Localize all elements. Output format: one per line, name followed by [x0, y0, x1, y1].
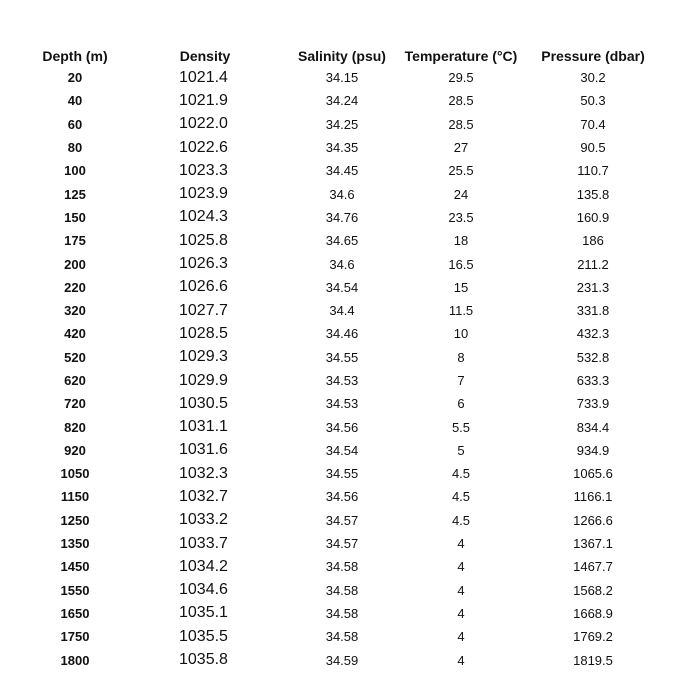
table-row: [28, 392, 660, 415]
cell-pressure: 1266.6: [573, 512, 613, 528]
table-header: [28, 46, 660, 66]
cell-temperature: 29.5: [448, 70, 474, 86]
cell-temperature: 4.5: [451, 466, 471, 482]
table-row: [28, 485, 660, 508]
cell-temperature: 11.5: [448, 303, 474, 319]
table-row: [28, 462, 660, 485]
cell-temperature: 8: [457, 349, 465, 365]
cell-density: 1023.3: [179, 161, 228, 179]
cell-salinity: 34.53: [325, 396, 359, 412]
cell-depth: 200: [64, 256, 86, 272]
cell-depth: 520: [64, 349, 86, 365]
cell-pressure: 50.3: [580, 93, 606, 109]
cell-density: 1029.9: [179, 371, 228, 389]
cell-pressure: 211.2: [577, 256, 609, 272]
cell-pressure: 135.8: [576, 186, 610, 202]
cell-temperature: 4: [457, 605, 465, 621]
header-temperature: Temperature (°C): [404, 48, 518, 64]
cell-pressure: 934.9: [576, 442, 610, 458]
cell-depth: 80: [67, 140, 83, 156]
cell-pressure: 1769.2: [573, 629, 613, 645]
cell-density: 1025.8: [179, 231, 228, 249]
table-row: [28, 229, 660, 252]
cell-pressure: 733.9: [576, 396, 610, 412]
cell-depth: 60: [67, 116, 83, 132]
table-row: [28, 602, 660, 625]
cell-density: 1022.0: [179, 115, 228, 133]
table-row: [28, 159, 660, 182]
table-row: [28, 439, 660, 462]
table-row: [28, 532, 660, 555]
cell-temperature: 18: [453, 233, 469, 249]
table-row: [28, 509, 660, 532]
table-row: [28, 206, 660, 229]
cell-pressure: 90.5: [580, 140, 606, 156]
cell-density: 1021.4: [179, 68, 228, 86]
cell-pressure: 70.4: [580, 116, 606, 132]
cell-depth: 1650: [60, 605, 90, 621]
table-row: [28, 579, 660, 602]
cell-salinity: 34.59: [325, 652, 359, 668]
cell-density: 1029.3: [179, 348, 228, 366]
cell-salinity: 34.46: [325, 326, 359, 342]
cell-density: 1035.1: [179, 604, 228, 622]
table-row: [28, 625, 660, 648]
cell-density: 1030.5: [179, 394, 228, 412]
cell-depth: 320: [64, 303, 86, 319]
cell-salinity: 34.6: [329, 256, 355, 272]
table-row: [28, 322, 660, 345]
cell-temperature: 16.5: [448, 256, 474, 272]
cell-salinity: 34.57: [325, 536, 359, 552]
cell-salinity: 34.58: [325, 582, 359, 598]
cell-density: 1026.6: [179, 278, 228, 296]
cell-temperature: 23.5: [448, 209, 474, 225]
cell-pressure: 633.3: [576, 373, 610, 388]
header-row: [28, 46, 660, 66]
cell-depth: 1750: [60, 629, 90, 645]
cell-salinity: 34.35: [325, 140, 359, 156]
header-depth: Depth (m): [42, 48, 108, 64]
cell-pressure: 1367.1: [573, 536, 613, 552]
cell-density: 1023.9: [179, 185, 228, 203]
cell-depth: 125: [64, 186, 86, 202]
cell-temperature: 10: [453, 326, 469, 342]
cell-depth: 150: [64, 209, 86, 225]
cell-pressure: 1065.6: [573, 466, 613, 482]
cell-depth: 1150: [60, 489, 90, 505]
cell-pressure: 1467.7: [573, 559, 613, 575]
cell-depth: 420: [64, 326, 86, 342]
cell-density: 1031.1: [179, 418, 228, 436]
cell-salinity: 34.76: [325, 209, 359, 225]
cell-salinity: 34.54: [325, 442, 359, 458]
cell-pressure: 432.3: [576, 326, 610, 342]
cell-salinity: 34.56: [325, 489, 359, 505]
cell-pressure: 1668.9: [573, 605, 613, 621]
cell-density: 1032.3: [179, 464, 228, 482]
cell-salinity: 34.24: [325, 93, 359, 109]
cell-temperature: 4: [457, 536, 465, 552]
cell-salinity: 34.58: [325, 629, 359, 645]
table-row: [28, 276, 660, 299]
cell-temperature: 4: [457, 629, 465, 645]
table-row: [28, 182, 660, 205]
cell-depth: 1050: [60, 466, 90, 482]
table-row: [28, 89, 660, 112]
cell-pressure: 331.8: [576, 303, 610, 319]
cell-density: 1027.7: [179, 301, 228, 319]
cell-temperature: 28.5: [448, 116, 474, 132]
cell-salinity: 34.45: [325, 163, 359, 179]
cell-depth: 1800: [60, 652, 90, 668]
cell-pressure: 1819.5: [573, 652, 613, 668]
header-pressure: Pressure (dbar): [541, 48, 645, 64]
cell-salinity: 34.4: [329, 303, 355, 319]
table-row: [28, 648, 660, 671]
cell-pressure: 1166.1: [573, 489, 613, 505]
cell-density: 1028.5: [179, 324, 228, 342]
cell-pressure: 30.2: [580, 70, 606, 86]
cell-temperature: 4.5: [451, 512, 471, 528]
table-row: [28, 252, 660, 275]
cell-salinity: 34.58: [325, 605, 359, 621]
cell-depth: 1450: [60, 559, 90, 575]
table-row: [28, 299, 660, 322]
cell-depth: 720: [64, 396, 86, 412]
cell-temperature: 4: [457, 582, 465, 598]
cell-density: 1034.2: [179, 557, 228, 575]
cell-salinity: 34.58: [325, 559, 359, 575]
cell-depth: 920: [64, 442, 86, 458]
cell-pressure: 110.7: [577, 163, 609, 179]
cell-pressure: 1568.2: [573, 582, 613, 598]
table-row: [28, 415, 660, 438]
cell-temperature: 4.5: [451, 489, 471, 505]
cell-temperature: 4: [457, 559, 465, 575]
cell-depth: 1250: [60, 512, 90, 528]
cell-depth: 40: [67, 93, 83, 109]
cell-pressure: 834.4: [576, 419, 610, 435]
cell-salinity: 34.6: [329, 186, 355, 202]
cell-density: 1031.6: [179, 441, 228, 459]
cell-pressure: 532.8: [576, 349, 610, 365]
cell-salinity: 34.65: [325, 233, 359, 249]
cell-density: 1035.5: [179, 627, 228, 645]
cell-salinity: 34.55: [325, 349, 359, 365]
cell-salinity: 34.15: [325, 70, 359, 86]
table-row: [28, 369, 660, 392]
cell-depth: 1550: [60, 582, 90, 598]
header-density: Density: [179, 48, 231, 64]
cell-depth: 175: [64, 233, 86, 249]
cell-salinity: 34.57: [325, 512, 359, 528]
cell-density: 1034.6: [179, 581, 228, 599]
cell-depth: 20: [67, 70, 83, 86]
cell-salinity: 34.56: [325, 419, 359, 435]
header-salinity: Salinity (psu): [298, 48, 386, 64]
cell-depth: 100: [64, 163, 86, 179]
cell-salinity: 34.53: [325, 373, 359, 388]
table-row: [28, 346, 660, 369]
cell-temperature: 7: [457, 373, 465, 388]
cell-temperature: 15: [453, 279, 469, 295]
table-row: [28, 113, 660, 136]
cell-depth: 820: [64, 419, 86, 435]
cell-density: 1035.8: [179, 651, 228, 669]
cell-temperature: 5: [457, 442, 465, 458]
table-row: [28, 136, 660, 159]
cell-temperature: 4: [457, 652, 465, 668]
cell-density: 1022.6: [179, 138, 228, 156]
table-row: [28, 555, 660, 578]
cell-temperature: 28.5: [448, 93, 474, 109]
cell-depth: 220: [64, 279, 86, 295]
cell-temperature: 24: [453, 186, 469, 202]
cell-density: 1021.9: [179, 91, 228, 109]
cell-temperature: 27: [453, 140, 469, 156]
ocean-profile-table: [28, 46, 660, 672]
cell-pressure: 160.9: [576, 209, 610, 225]
cell-density: 1026.3: [179, 255, 228, 273]
cell-density: 1033.7: [179, 534, 228, 552]
cell-temperature: 5.5: [451, 419, 471, 435]
cell-temperature: 25.5: [448, 163, 474, 179]
table-body: [28, 66, 660, 672]
cell-density: 1032.7: [179, 487, 228, 505]
cell-salinity: 34.55: [325, 466, 359, 482]
cell-depth: 1350: [60, 536, 90, 552]
cell-salinity: 34.25: [325, 116, 359, 132]
cell-salinity: 34.54: [325, 279, 359, 295]
cell-depth: 620: [64, 373, 86, 388]
cell-density: 1024.3: [179, 208, 228, 226]
cell-temperature: 6: [457, 396, 465, 412]
cell-density: 1033.2: [179, 511, 228, 529]
cell-pressure: 186: [582, 233, 604, 249]
table-row: [28, 66, 660, 89]
cell-pressure: 231.3: [576, 279, 610, 295]
